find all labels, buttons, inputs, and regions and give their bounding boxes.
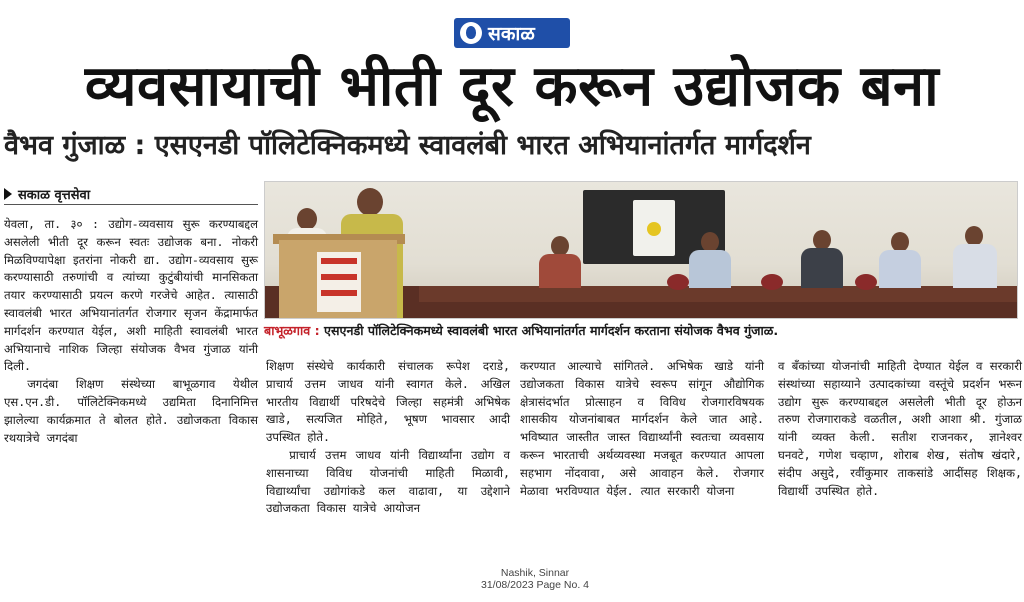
dais-table [419,286,1018,302]
flower-bouquet [761,274,783,290]
agency-byline [4,183,258,205]
flower-bouquet [855,274,877,290]
masthead-name: सकाळ [488,23,535,45]
date-page-label: 31/08/2023 Page No. 4 [480,579,589,591]
caption-place: बाभूळगाव : [264,323,320,338]
article-column-4 [778,358,1022,500]
article-paragraph: व बँकांच्या योजनांची माहिती देण्यात येईल व सरकारी संस्थांच्या सहाय्याने उत्पादकांच्या वस्तूंचे प्रदर्शन भरून उद्योग सुरू करण्याबद्दल असलेली भीती दूर होऊन तरुण रोजगाराकडे वळतील, अशी आशा श्री. गुंजाळ यांनी व्यक्त केली. सतीश राजनकर, ज्ञानेश्वर घनवटे, गणेश चव्हाण, शोराब शेख, संतोष खंदारे, संदीप असुदे, रवींकुमार ताकसांडे आदींसह शिक्षक, विद्यार्थी उपस्थित होते. [778,359,1022,498]
photo-caption [264,320,1022,342]
article-paragraph: प्राचार्य उत्तम जाधव यांनी विद्यार्थ्यांना उद्योग व शासनाच्या विविध योजनांची माहिती मिळावी, विद्यार्थ्यांचा उद्योगांकडे कल वाढावा, या उद्देशाने उद्योजकता विकास यात्रेचे आयोजन [266,447,510,516]
event-photo [264,181,1018,319]
agency-name: सकाळ वृत्तसेवा [18,187,91,203]
article-paragraph: शिक्षण संस्थेचे कार्यकारी संचालक रूपेश दराडे, प्राचार्य उत्तम जाधव यांनी स्वागत केले. अखिल भारतीय विद्यार्थी परिषदेचे जिल्हा सहमंत्री अभिषेक खाडे, सत्यजित मोहिते, भूषण भावसार आदी उपस्थित होते. [266,359,510,445]
triangle-arrow-icon [4,188,12,200]
article-paragraph: जगदंबा शिक्षण संस्थेच्या बाभूळगाव येथील एस.एन.डी. पॉलिटेक्निकमध्ये उद्यमिता दिनानिमित्त झालेल्या कार्यक्रमात ते बोलत होते. उद्योजकता विकास रथयात्रेचे जगदंबा [4,377,258,445]
caption-text: एसएनडी पॉलिटेक्निकमध्ये स्वावलंबी भारत अभियानांतर्गत मार्गदर्शन करताना संयोजक वैभव गुंजाळ. [324,323,779,338]
article-column-2 [266,358,510,518]
masthead-logo [454,18,570,48]
edition-label: Nashik, Sinnar [500,567,570,579]
article-column-3 [520,358,764,500]
article-paragraph: करण्यात आल्याचे सांगितले. अभिषेक खाडे यांनी उद्योजकता विकास यात्रेचे स्वरूप सांगून औद्योगिक क्षेत्रासंदर्भात प्रोत्साहन व विविध रोजगारविषयक शासकीय योजनांबाबत मार्गदर्शन केले जात आहे. भविष्यात जास्तीत जास्त विद्यार्थ्यांनी स्वतःचा व्यवसाय करून भारताची अर्थव्यवस्था मजबूत करण्यात आपला सहभाग नोंदवावा, असे आवाहन केले. रोजगार मेळावा भरविण्यात येईल. त्यात सरकारी योजना [520,359,764,498]
flower-bouquet [667,274,689,290]
article-paragraph: येवला, ता. ३० : उद्योग-व्यवसाय सुरू करण्याबद्दल असलेली भीती दूर करून स्वतः उद्योजक बना. नोकरी मिळविण्यापेक्षा इतरांना नोकरी द्या. उद्योग-व्यवसाय सुरू करण्यासाठी तरुणांची व त्यांच्या कुटुंबीयांची मानसिकता तयार करण्यासाठी प्रयत्न करणे गरजेचे आहेत. त्यासाठी स्वावलंबी भारत अभियानांतर्गत रोजगार सृजन केंद्रामार्फत मार्गदर्शन करण्यात येईल, अशी माहिती स्वावलंबी भारत अभियानाचे नाशिक जिल्हा संयोजक वैभव गुंजाळ यांनी दिली. [4,217,258,374]
headline: व्यवसायाची भीती दूर करून उद्योजक बना [84,54,940,119]
sakal-emblem-icon [460,22,482,44]
podium-banner [317,252,361,312]
page-footer [455,567,615,591]
article-column-1 [4,216,258,447]
subheadline: वैभव गुंजाळ : एसएनडी पॉलिटेक्निकमध्ये स्वावलंबी भारत अभियानांतर्गत मार्गदर्शन [4,130,811,161]
